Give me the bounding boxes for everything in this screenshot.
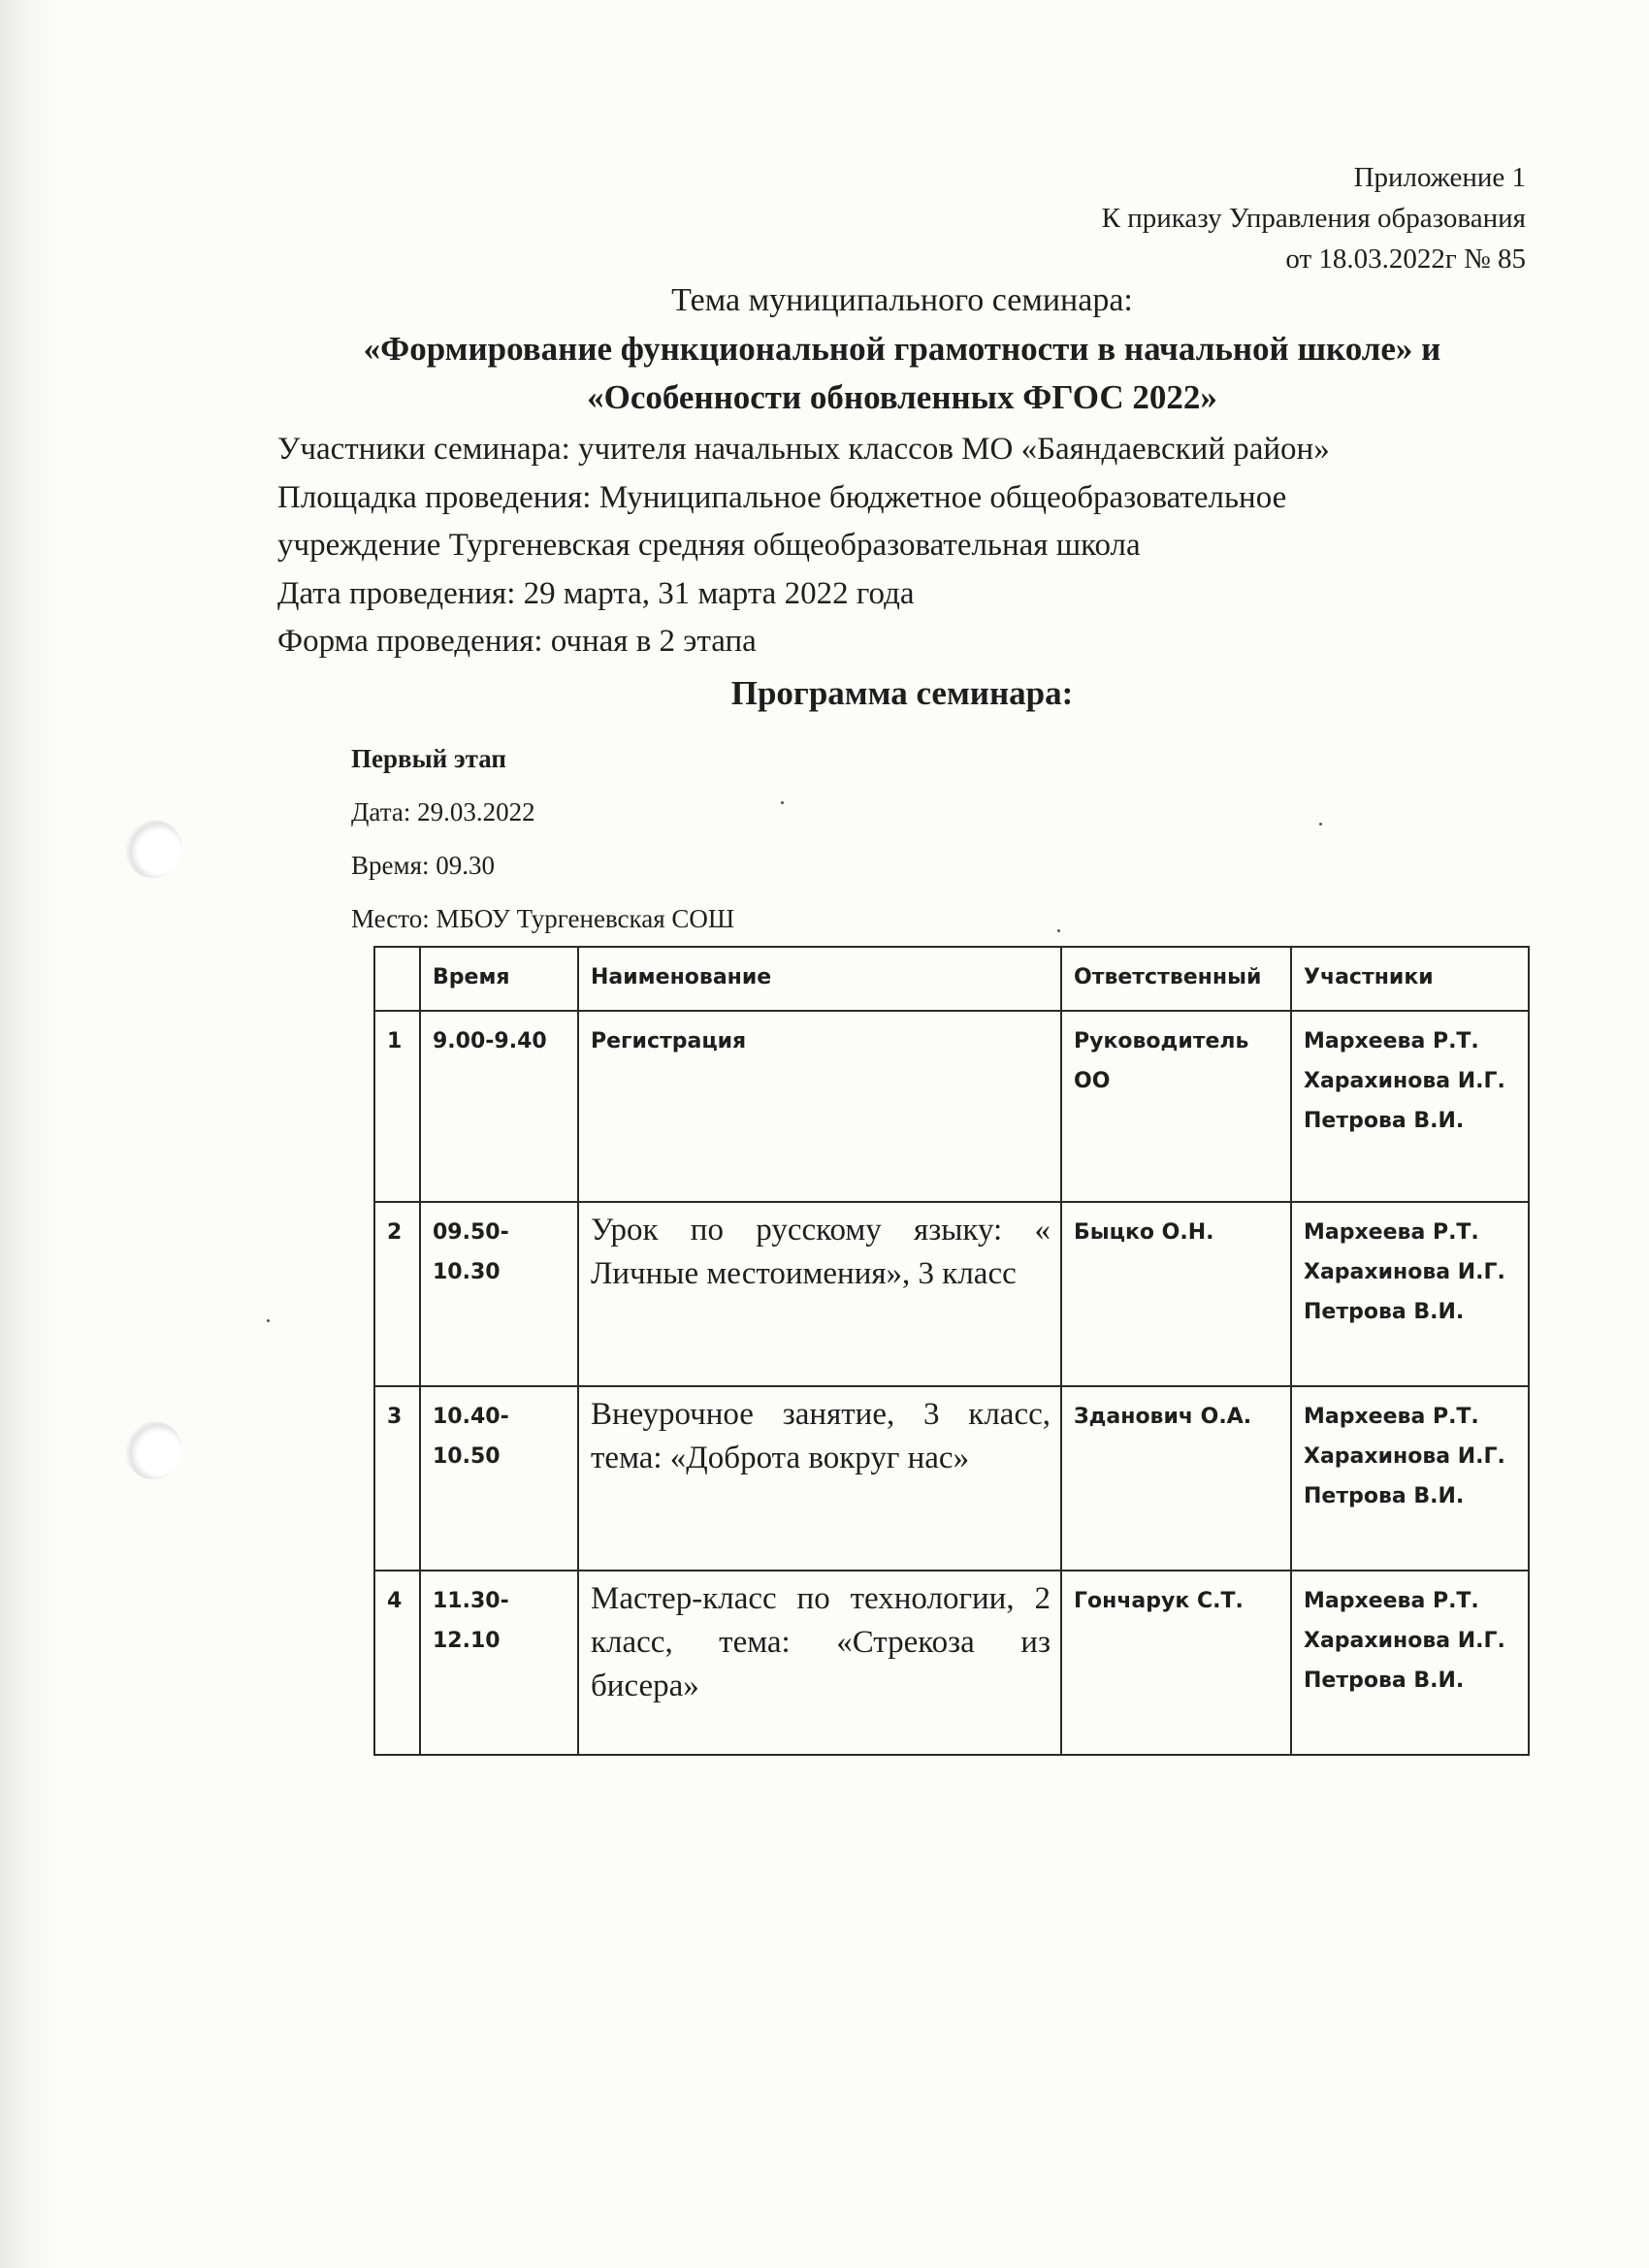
order-reference (1102, 157, 1526, 279)
topic-title-line-2: «Особенности обновленных ФГОС 2022» (587, 378, 1217, 416)
participant-name: Петрова В.И. (1304, 1300, 1465, 1324)
header-num (374, 947, 420, 1011)
header-name: Наименование (578, 947, 1061, 1011)
venue-line-2: учреждение Тургеневская средняя общеобразовательная школа (277, 528, 1141, 563)
participant-name: Мархеева Р.Т. (1304, 1589, 1479, 1613)
participant-name: Мархеева Р.Т. (1304, 1220, 1479, 1245)
program-title: Программа семинара: (730, 674, 1074, 712)
row-responsible: Быцко О.Н. (1061, 1202, 1291, 1386)
scan-speck (1319, 823, 1322, 826)
participant-name: Петрова В.И. (1304, 1484, 1465, 1508)
row-name: Мастер-класс по технологии, 2 класс, тема: «Стрекоза из бисера» (578, 1571, 1061, 1755)
stage-title: Первый этап (351, 744, 506, 773)
row-participants (1291, 1386, 1529, 1571)
row-name: Внеурочное занятие, 3 класс, тема: «Доброта вокруг нас» (578, 1386, 1061, 1571)
scan-left-edge-shadow (0, 0, 58, 2268)
scan-speck (781, 801, 784, 804)
seminar-info (277, 426, 1538, 666)
row-num: 3 (374, 1386, 420, 1571)
seminar-topic-title (272, 325, 1533, 422)
row-name: Регистрация (578, 1011, 1061, 1202)
row-time: 11.30-12.10 (420, 1571, 578, 1755)
participant-name: Петрова В.И. (1304, 1669, 1465, 1693)
table-row (374, 1202, 1529, 1386)
scan-speck (1057, 929, 1060, 932)
row-time: 9.00-9.40 (420, 1011, 578, 1202)
table-row (374, 1571, 1529, 1755)
participant-name: Мархеева Р.Т. (1304, 1405, 1479, 1429)
row-participants (1291, 1202, 1529, 1386)
venue-line-1: Площадка проведения: Муниципальное бюджетное общеобразовательное (277, 479, 1287, 515)
participant-name: Петрова В.И. (1304, 1109, 1465, 1133)
participants-line: Участники семинара: учителя начальных классов МО «Баяндаевский район» (277, 432, 1330, 467)
participant-name: Харахинова И.Г. (1304, 1629, 1505, 1653)
dates-line: Дата проведения: 29 марта, 31 марта 2022 года (277, 575, 915, 611)
stage-place: Место: МБОУ Тургеневская СОШ (351, 904, 735, 933)
row-time: 10.40-10.50 (420, 1386, 578, 1571)
appendix-label: Приложение 1 (1353, 162, 1526, 193)
table-row (374, 1386, 1529, 1571)
row-participants (1291, 1011, 1529, 1202)
row-responsible: Гончарук С.Т. (1061, 1571, 1291, 1755)
row-responsible: Зданович О.А. (1061, 1386, 1291, 1571)
schedule-table (373, 946, 1530, 1756)
header-time: Время (420, 947, 578, 1011)
participant-name: Харахинова И.Г. (1304, 1444, 1505, 1469)
row-name: Урок по русскому языку: « Личные местоимения», 3 класс (578, 1202, 1061, 1386)
row-time: 09.50-10.30 (420, 1202, 578, 1386)
stage-time: Время: 09.30 (351, 851, 495, 880)
order-label: К приказу Управления образования (1101, 203, 1526, 234)
stage-date: Дата: 29.03.2022 (351, 797, 535, 826)
participant-name: Харахинова И.Г. (1304, 1260, 1505, 1284)
participant-name: Мархеева Р.Т. (1304, 1029, 1479, 1053)
participant-name: Харахинова И.Г. (1304, 1069, 1505, 1093)
scan-speck (267, 1319, 270, 1322)
table-row (374, 1011, 1529, 1202)
punch-hole-bottom (124, 1421, 182, 1479)
header-responsible: Ответственный (1061, 947, 1291, 1011)
seminar-topic-label: Тема муниципального семинара: (671, 282, 1133, 318)
row-num: 1 (374, 1011, 420, 1202)
topic-title-line-1: «Формирование функциональной грамотности в начальной школе» и (363, 330, 1441, 368)
stage-info (351, 732, 734, 946)
row-num: 2 (374, 1202, 420, 1386)
row-participants (1291, 1571, 1529, 1755)
header-participants: Участники (1291, 947, 1529, 1011)
order-date-number: от 18.03.2022г № 85 (1285, 243, 1526, 275)
row-responsible: Руководитель ОО (1061, 1011, 1291, 1202)
format-line: Форма проведения: очная в 2 этапа (277, 624, 757, 659)
row-num: 4 (374, 1571, 420, 1755)
table-header-row (374, 947, 1529, 1011)
punch-hole-top (124, 820, 182, 878)
